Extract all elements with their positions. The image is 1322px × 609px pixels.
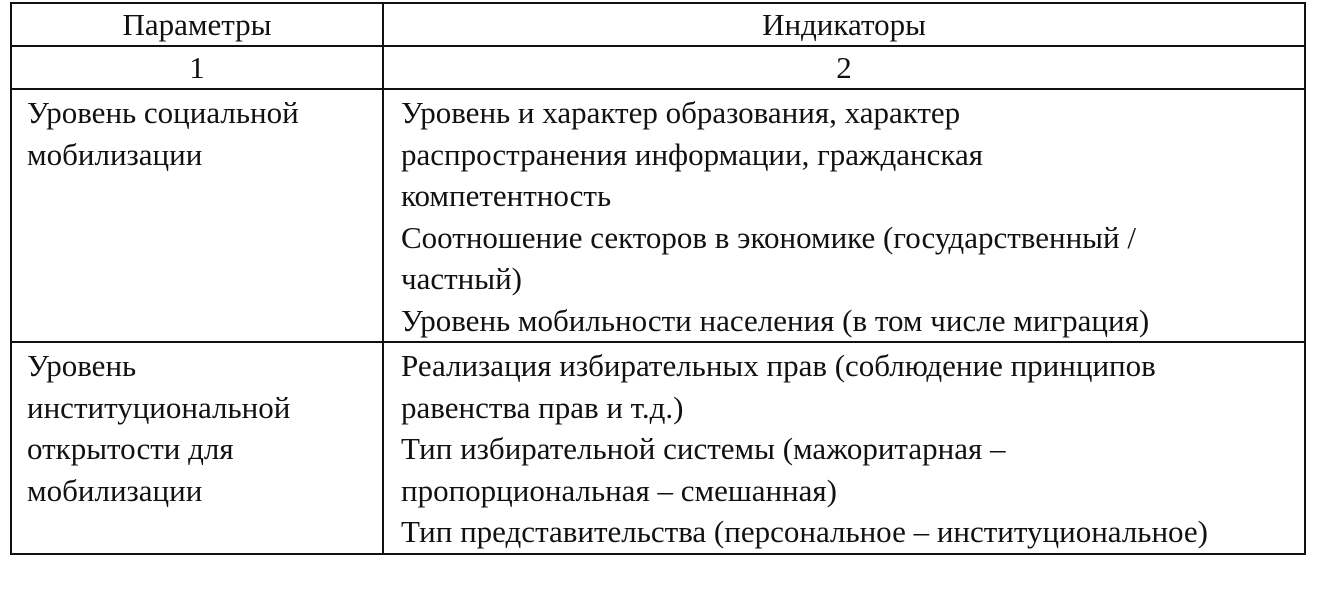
indicator-line: равенства прав и т.д.) <box>401 389 684 425</box>
table-numbering-row <box>11 46 1305 89</box>
parameter-line: Уровень <box>27 348 137 383</box>
header-parameters: Параметры <box>11 3 383 46</box>
column-number-1: 1 <box>11 46 383 89</box>
parameter-line: открытости для <box>27 431 234 466</box>
parameter-cell <box>11 342 383 554</box>
column-number-2: 2 <box>383 46 1305 89</box>
parameter-line: мобилизации <box>27 472 203 508</box>
indicator-line: компетентность <box>401 178 612 213</box>
table-row-institutional-openness <box>11 342 1305 554</box>
indicator-cell <box>383 342 1305 554</box>
indicator-line: Тип избирательной системы (мажоритарная – <box>401 431 1006 466</box>
indicator-line: частный) <box>401 261 522 296</box>
indicator-line: Реализация избирательных прав (соблюдение принципов <box>401 348 1156 383</box>
table-row-social-mobilization <box>11 89 1305 342</box>
indicator-line: Уровень и характер образования, характер <box>401 95 961 130</box>
parameter-line: институциональной <box>27 389 291 425</box>
indicator-cell <box>383 89 1305 342</box>
parameters-indicators-table <box>10 2 1306 555</box>
parameter-line: мобилизации <box>27 136 203 172</box>
indicator-line: распространения информации, гражданская <box>401 136 983 172</box>
header-indicators: Индикаторы <box>383 3 1305 46</box>
indicator-line: Тип представительства (персональное – институциональное) <box>401 514 1208 549</box>
indicator-line: Соотношение секторов в экономике (государственный / <box>401 219 1136 255</box>
indicator-line: пропорциональная – смешанная) <box>401 472 837 508</box>
table-header-row <box>11 3 1305 46</box>
parameter-cell <box>11 89 383 342</box>
indicator-line: Уровень мобильности населения (в том числе миграция) <box>401 302 1150 338</box>
parameter-line: Уровень социальной <box>27 95 299 130</box>
